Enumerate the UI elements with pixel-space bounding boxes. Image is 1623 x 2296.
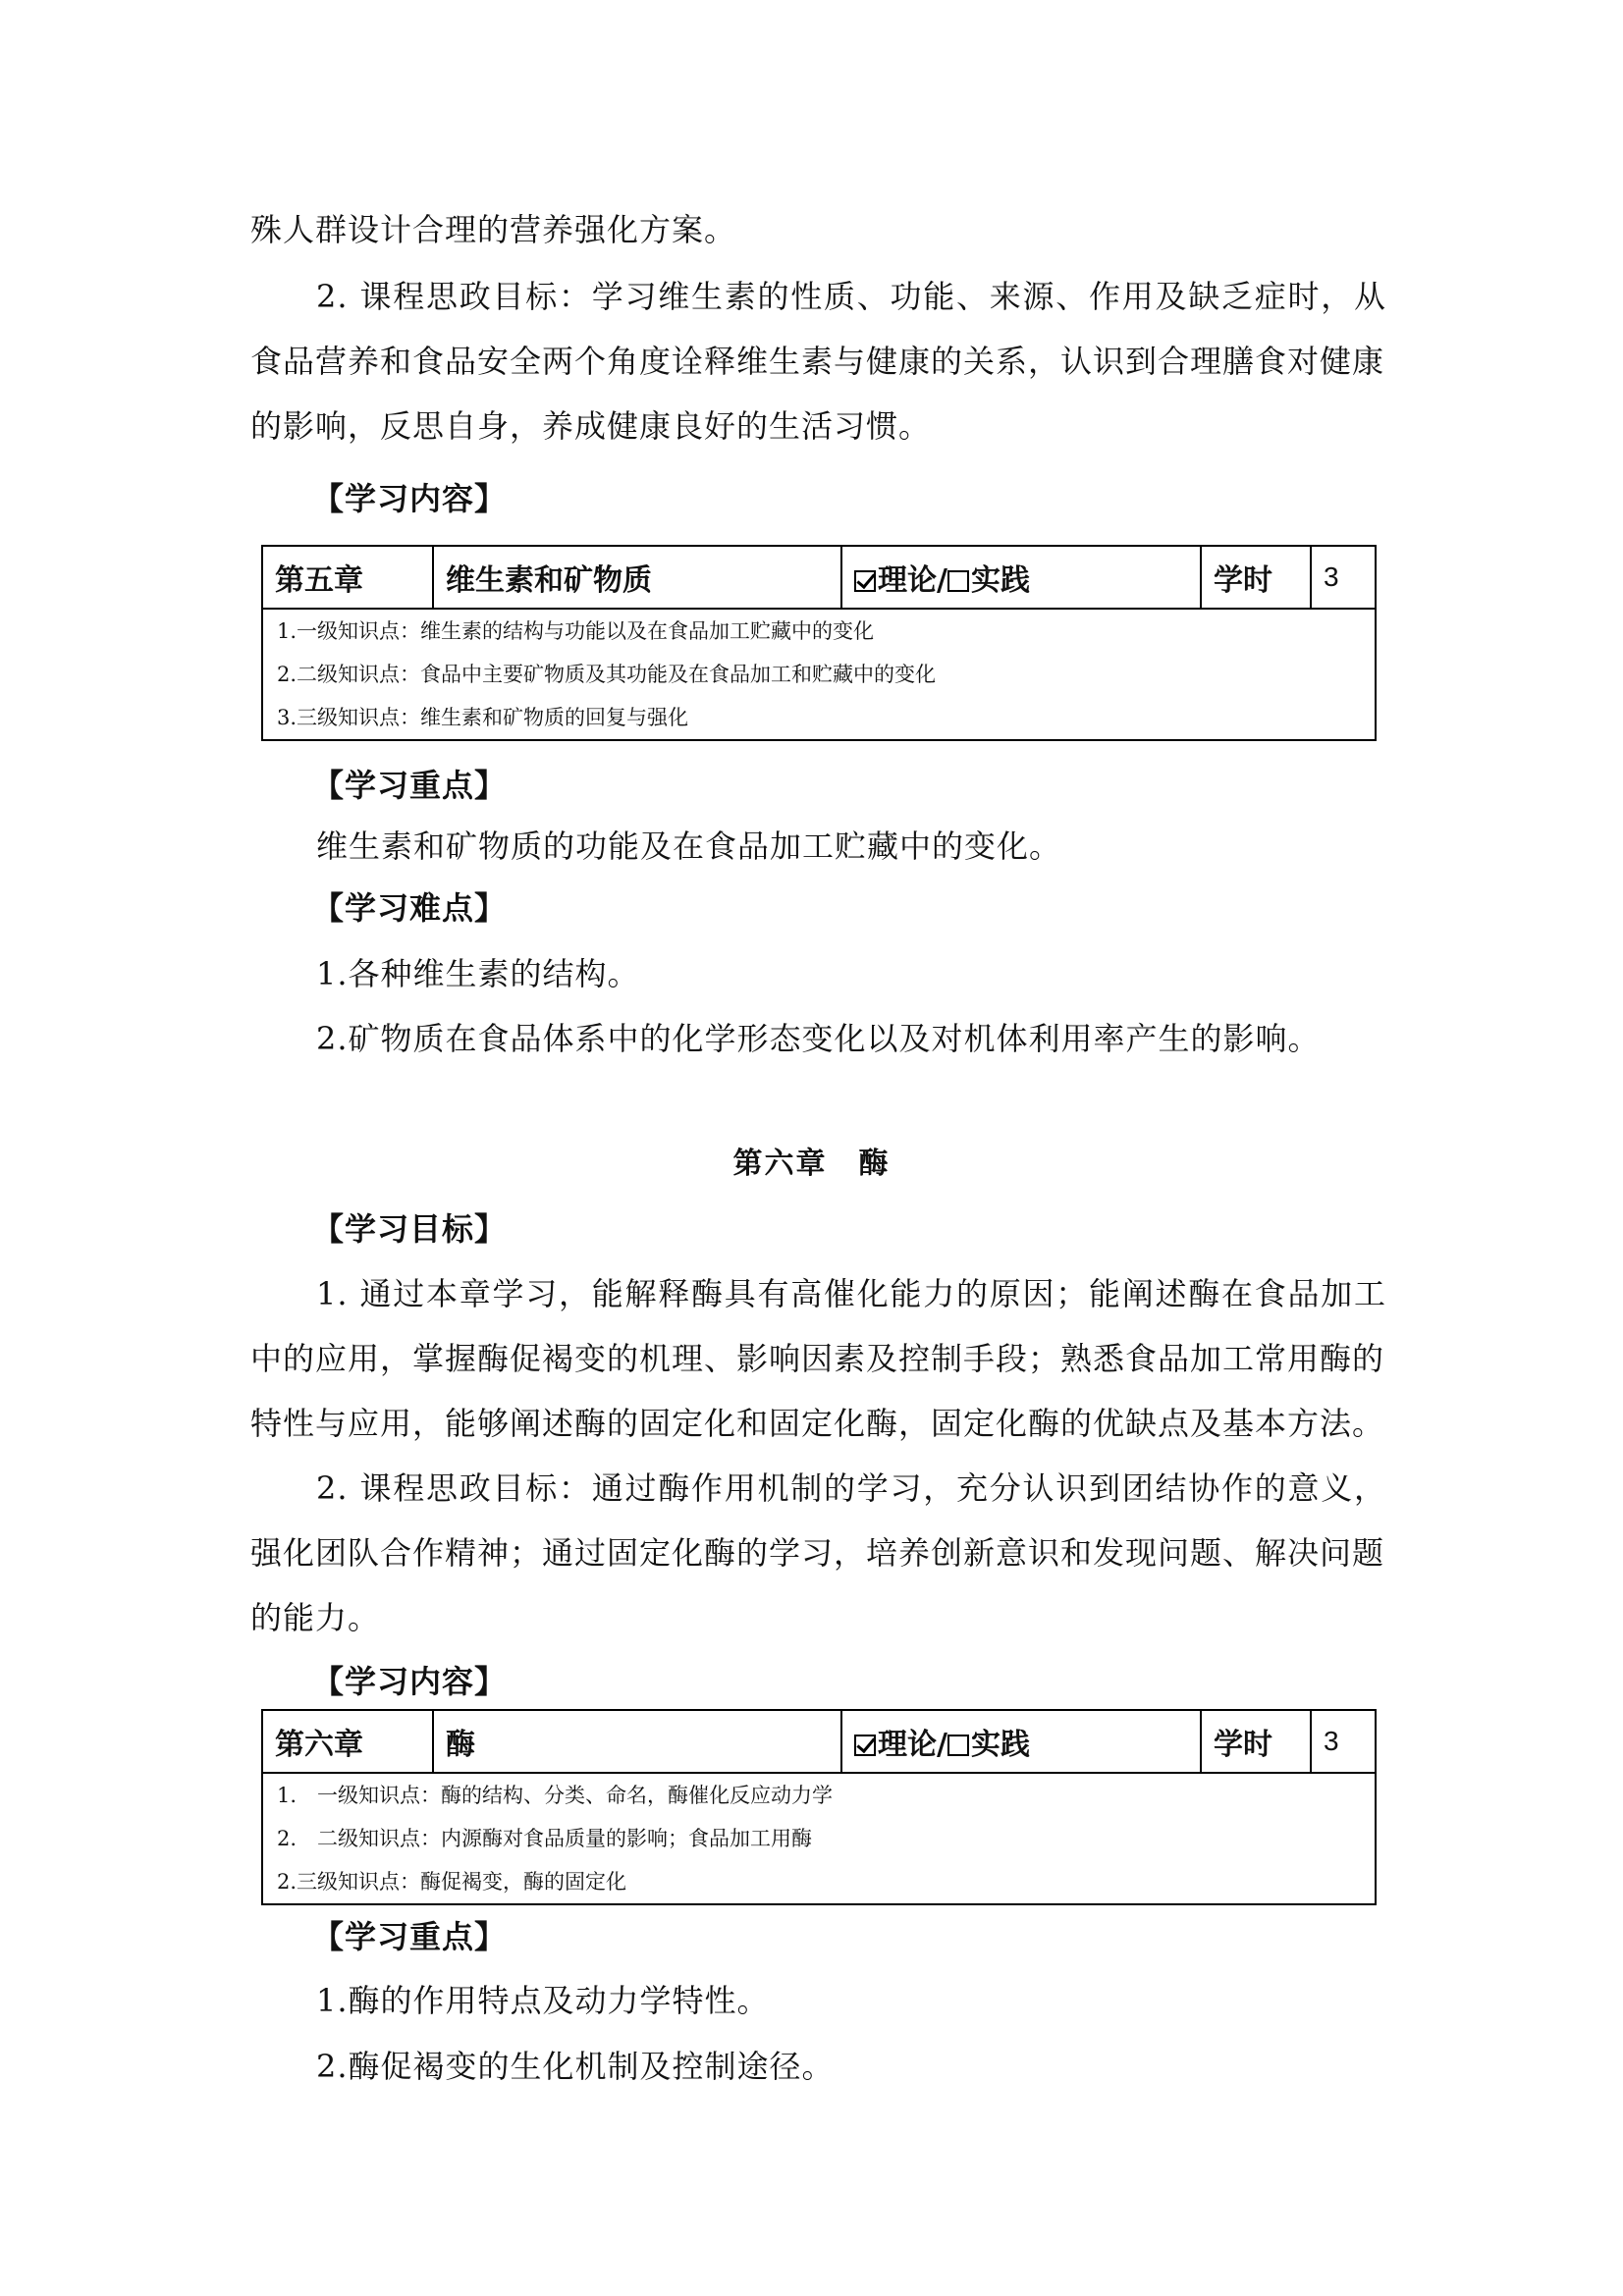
knowledge-point: 2.三级知识点：酶促褐变，酶的固定化 [277,1870,627,1894]
list-item: 2.矿物质在食品体系中的化学形态变化以及对机体利用率产生的影响。 [316,1020,1321,1057]
unchecked-box-icon [947,570,969,592]
table-name-cell: 维生素和矿物质 [433,546,841,609]
section-heading-key: 【学习重点】 [312,1918,508,1955]
paragraph-line: 1. 通过本章学习，能解释酶具有高催化能力的原因；能阐述酶在食品加工 [316,1275,1386,1312]
knowledge-table-ch6 [261,1709,1377,1905]
checked-box-icon [854,1735,876,1756]
section-heading-goal: 【学习目标】 [312,1210,508,1248]
table-name-cell: 酶 [433,1710,841,1773]
table-hours-label-cell: 学时 [1201,546,1311,609]
knowledge-point: 2. 二级知识点：内源酶对食品质量的影响；食品加工用酶 [277,1827,813,1850]
paragraph-line: 2. 课程思政目标：学习维生素的性质、功能、来源、作用及缺乏症时，从 [316,278,1386,315]
table-chapter-cell: 第六章 [262,1710,433,1773]
knowledge-point: 1. 一级知识点：酶的结构、分类、命名，酶催化反应动力学 [277,1784,834,1807]
table-type-cell: 理论/ 实践 [841,546,1201,609]
table-hours-label-cell: 学时 [1201,1710,1311,1773]
knowledge-table-ch5 [261,545,1377,741]
list-item: 1.各种维生素的结构。 [316,955,640,992]
paragraph-line: 特性与应用，能够阐述酶的固定化和固定化酶，固定化酶的优缺点及基本方法。 [250,1405,1385,1442]
paragraph-line: 维生素和矿物质的功能及在食品加工贮藏中的变化。 [316,828,1062,865]
table-points-cell [262,609,1376,740]
paragraph-line: 2. 课程思政目标：通过酶作用机制的学习，充分认识到团结协作的意义， [316,1469,1386,1507]
knowledge-point: 3.三级知识点：维生素和矿物质的回复与强化 [277,706,689,729]
chapter-title: 第六章 酶 [732,1147,891,1181]
knowledge-point: 2.二级知识点：食品中主要矿物质及其功能及在食品加工和贮藏中的变化 [277,663,937,686]
table-points-cell [262,1773,1376,1904]
list-item: 2.酶促褐变的生化机制及控制途径。 [316,2048,835,2085]
table-hours-value-cell: 3 [1311,546,1376,609]
knowledge-point: 1.一级知识点：维生素的结构与功能以及在食品加工贮藏中的变化 [277,619,875,643]
section-heading-difficulty: 【学习难点】 [312,889,508,927]
section-heading-content: 【学习内容】 [312,480,508,517]
paragraph-line: 的能力。 [250,1599,381,1636]
section-heading-key: 【学习重点】 [312,767,508,804]
paragraph-line: 强化团队合作精神；通过固定化酶的学习，培养创新意识和发现问题、解决问题 [250,1534,1385,1572]
checked-box-icon [854,570,876,592]
paragraph-line: 中的应用，掌握酶促褐变的机理、影响因素及控制手段；熟悉食品加工常用酶的 [250,1340,1385,1377]
list-item: 1.酶的作用特点及动力学特性。 [316,1982,770,2019]
paragraph-line: 的影响，反思自身，养成健康良好的生活习惯。 [250,407,932,445]
paragraph-line: 殊人群设计合理的营养强化方案。 [250,211,737,248]
paragraph-line: 食品营养和食品安全两个角度诠释维生素与健康的关系，认识到合理膳食对健康 [250,343,1385,380]
table-chapter-cell: 第五章 [262,546,433,609]
unchecked-box-icon [947,1735,969,1756]
table-type-cell: 理论/ 实践 [841,1710,1201,1773]
table-hours-value-cell: 3 [1311,1710,1376,1773]
section-heading-content: 【学习内容】 [312,1663,508,1700]
